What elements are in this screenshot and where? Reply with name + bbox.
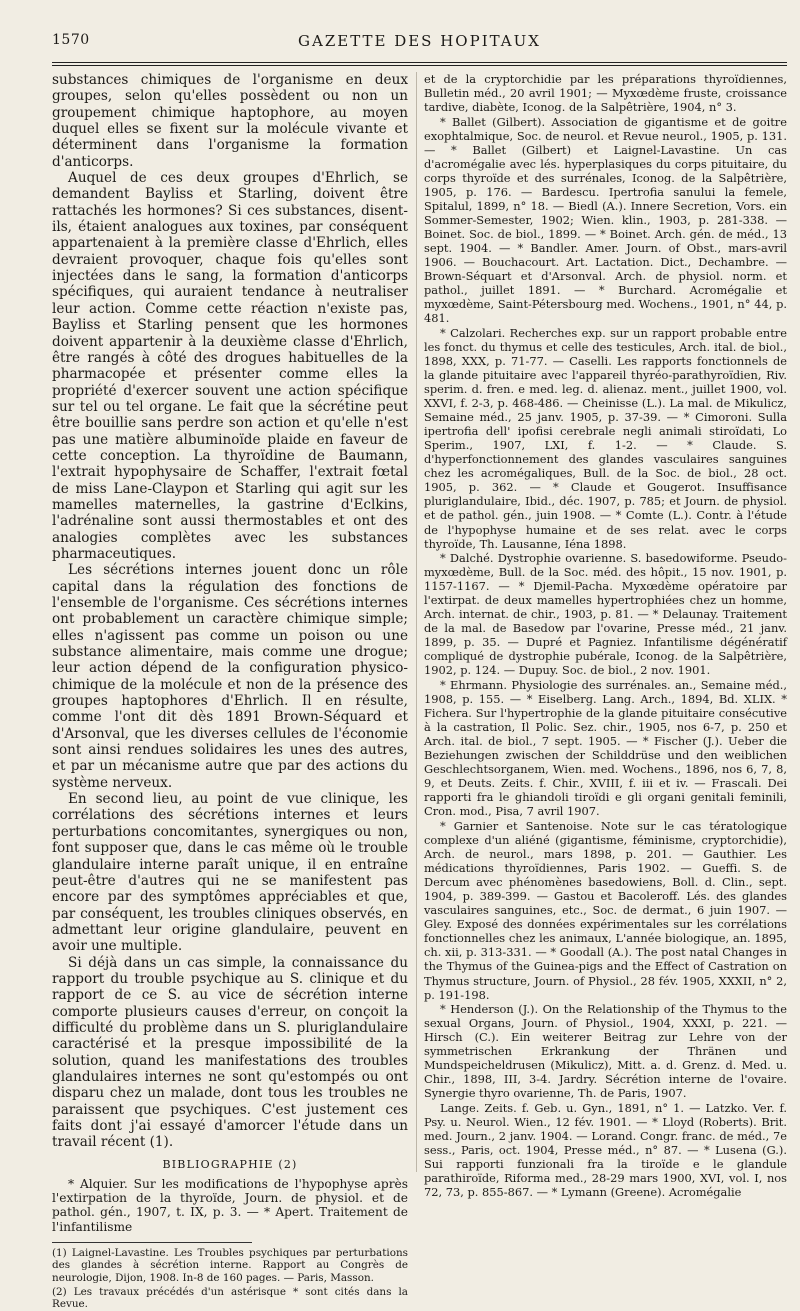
left-paragraph: substances chimiques de l'organisme en deux groupes, selon qu'elles possèdent ou non un groupement chimique haptophore, au moyen duquel elles se fixent sur la molécule vivante et déterminent dans l'organisme la formation d'anticorps.	[52, 72, 408, 170]
header-rule-bottom	[52, 65, 787, 66]
column-divider	[416, 72, 417, 1172]
footnote: (1) Laignel-Lavastine. Les Troubles psychiques par perturbations des glandes à sécrétion interne. Rapport au Congrès de neurologie, Dijon, 1908. In-8 de 160 pages. — Paris, Masson.	[52, 1246, 408, 1285]
bibliography-entry: * Garnier et Santenoise. Note sur le cas tératologique complexe d'un aliéné (gigantisme, féminisme, cryptorchidie), Arch. de neurol., mars 1898, p. 201. — Gauthier. Les médications thyroïdiennes, Paris 1902. — Gueffi. S. de Dercum avec phénomènes basedowiens, Boll. d. Clin., sept. 1904, p. 389-399. — Gastou et Bacoleroff. Lés. des glandes vasculaires sanguines, etc., Soc. de dermat., 6 juin 1907. — Gley. Exposé des données expérimentales sur les corrélations fonctionnelles chez les animaux, L'année biologique, an. 1895, ch. xii, p. 313-331. — * Goodall (A.). The post natal Changes in the Thymus of the Guinea-pigs and the Effect of Castration on Thymus structure, Journ. of Physiol., 28 fév. 1905, XXXII, n° 2, p. 191-198.	[424, 818, 787, 1002]
footnote: (2) Les travaux précédés d'un astérisque * sont cités dans la Revue.	[52, 1285, 408, 1311]
bibliography-entry: * Ballet (Gilbert). Association de gigantisme et de goitre exophtalmique, Soc. de neurol. et Revue neurol., 1905, p. 131. — * Ballet (Gilbert) et Laignel-Lavastine. Un cas d'acromégalie avec lés. hyperplasiques du corps pituitaire, du corps thyroïde et des surrénales, Iconog. de la Salpêtrière, 1905, p. 176. — Bardescu. Ipertrofia sanului la femele, Spitalul, 1899, n° 18. — Biedl (A.). Innere Secretion, Vors. ein Sommer-Semester, 1902; Wien. klin., 1903, p. 281-338. — Boinet. Soc. de biol., 1899. — * Boinet. Arch. gén. de méd., 13 sept. 1904. — * Bandler. Amer. Journ. of Obst., mars-avril 1906. — Bouchacourt. Art. Lactation. Dict., Dechambre. — Brown-Séquart et d'Arsonval. Arch. de physiol. norm. et pathol., juillet 1891. — * Burchard. Acromégalie et myxœdème, Saint-Pétersbourg med. Wochens., 1901, n° 44, p. 481.	[424, 114, 787, 326]
bibliography-entry: Lange. Zeits. f. Geb. u. Gyn., 1891, n° 1. — Latzko. Ver. f. Psy. u. Neurol. Wien., 12 fév. 1901. — * Lloyd (Roberts). Brit. med. Journ., 2 janv. 1904. — Lorand. Congr. franc. de méd., 7e sess., Paris, oct. 1904, Presse méd., n° 87. — * Lusena (G.). Sui rapporti funzionali fra la tiroïde e le glandule parathiroïde, Riforma med., 28-29 mars 1900, XVI, vol. I, nos 72, 73, p. 855-867. — * Lymann (Greene). Acromégalie	[424, 1100, 787, 1200]
left-column	[52, 72, 408, 1311]
left-paragraph: Auquel de ces deux groupes d'Ehrlich, se demandent Bayliss et Starling, doivent être rattachés les hormones? Si ces substances, disent-ils, étaient analogues aux toxines, par conséquent appartenaient à la première classe d'Ehrlich, elles devraient provoquer, chaque fois qu'elles sont injectées dans le sang, la formation d'anticorps spécifiques, qui auraient tendance à neutraliser leur action. Comme cette réaction n'existe pas, Bayliss et Starling pensent que les hormones doivent appartenir à la deuxième classe d'Ehrlich, être rangés à côté des drogues habituelles de la pharmacopée et présenter comme elles la propriété d'exercer souvent une action spécifique sur tel ou tel organe. Le fait que la sécrétine peut être bouillie sans perdre son action et qu'elle n'est pas une matière albuminoïde plaide en faveur de cette conception. La thyroïdine de Baumann, l'extrait hypophysaire de Schaffer, l'extrait fœtal de miss Lane-Claypon et Starling qui agit sur les mamelles maternelles, la gastrine d'Eclkins, l'adrénaline sont aussi thermostables et ont des analogies complètes avec les substances pharmaceutiques.	[52, 170, 408, 562]
bibliography-entry: * Ehrmann. Physiologie des surrénales. an., Semaine méd., 1908, p. 155. — * Eiselberg. Lang. Arch., 1894, Bd. XLIX. * Fichera. Sur l'hypertrophie de la glande pituitaire consécutive à la castration, Il Polic. Sez. chir., 1905, nos 6-7, p. 250 et Arch. ital. de biol., 7 sept. 1905. — * Fischer (J.). Ueber die Beziehungen zwischen der Schilddrüse und den weiblichen Geschlechtsorganem, Wien. med. Wochens., 1896, nos 6, 7, 8, 9, et Deuts. Zeits. f. Chir., XVIII, f. iii et iv. — Frascali. Dei rapporti fra le ghiandoli tiroïdi e gli organi genitali feminili, Cron. mod., Pisa, 7 avril 1907.	[424, 678, 787, 819]
journal-title: GAZETTE DES HOPITAUX	[298, 32, 541, 50]
header-rule-top	[52, 62, 787, 63]
bibliography-entry: * Henderson (J.). On the Relationship of the Thymus to the sexual Organs, Journ. of Physiol., 1904, XXXI, p. 221. — Hirsch (C.). Ein weiterer Beitrag zur Lehre von der symmetrischen Erkrankung der Thränen und Mundspeicheldrusen (Mikulicz), Mitt. a. d. Grenz. d. Med. u. Chir., 1898, III, 3-4. Jardry. Sécrétion interne de l'ovaire. Synergie thyro ovarienne, Th. de Paris, 1907.	[424, 1002, 787, 1101]
page-number: 1570	[52, 32, 90, 48]
bibliography-title: BIBLIOGRAPHIE (2)	[162, 1157, 298, 1171]
right-column	[424, 72, 787, 1200]
left-paragraph: En second lieu, au point de vue clinique, les corrélations des sécrétions internes et leurs perturbations concomitantes, synergiques ou non, font supposer que, dans le cas même où le trouble glandulaire interne paraît unique, il en entraîne peut-être d'autres qui ne se manifestent pas encore par des symptômes appréciables et que, par conséquent, les troubles cliniques observés, en admettant leur origine glandulaire, peuvent en avoir une multiple.	[52, 791, 408, 955]
bibliography-entry: * Alquier. Sur les modifications de l'hypophyse après l'extirpation de la thyroïde, Journ. de physiol. et de pathol. gén., 1907, t. IX, p. 3. — * Apert. Traitement de l'infantilisme	[52, 1177, 408, 1234]
left-paragraph: Les sécrétions internes jouent donc un rôle capital dans la régulation des fonctions de l'ensemble de l'organisme. Ces sécrétions internes ont probablement un caractère chimique simple; elles n'agissent pas comme un poison ou une substance alimentaire, mais comme une drogue; leur action dépend de la configuration physico-chimique de la molécule et non de la présence des groupes haptophores d'Ehrlich. Il en résulte, comme l'ont dit dès 1891 Brown-Séquard et d'Arsonval, que les diverses cellules de l'économie sont ainsi rendues solidaires les unes des autres, et par un mécanisme autre que par des actions du système nerveux.	[52, 562, 408, 791]
left-paragraph: Si déjà dans un cas simple, la connaissance du rapport du trouble psychique au S. clinique et du rapport de ce S. au vice de sécrétion interne comporte plusieurs causes d'erreur, on conçoit la difficulté du problème dans un S. pluriglandulaire caractérisé et la presque impossibilité de la solution, quand les manifestations des troubles glandulaires internes ne sont qu'estompés ou ont disparu chez un malade, dont tous les troubles ne paraissent que psychiques. C'est justement ces faits dont j'ai essayé d'amorcer l'étude dans un travail récent (1).	[52, 954, 408, 1151]
bibliography-entry: et de la cryptorchidie par les préparations thyroïdiennes, Bulletin méd., 20 avril 1901; — Myxœdème fruste, croissance tardive, diabète, Iconog. de la Salpêtrière, 1904, n° 3.	[424, 72, 787, 115]
bibliography-entry: * Dalché. Dystrophie ovarienne. S. basedowiforme. Pseudo-myxœdème, Bull. de la Soc. méd. des hôpit., 15 nov. 1901, p. 1157-1167. — * Djemil-Pacha. Myxœdème opératoire par l'extirpat. de deux mamelles hypertrophiées chez un homme, Arch. internat. de chir., 1903, p. 81. — * Delaunay. Traitement de la mal. de Basedow par l'ovarine, Presse méd., 21 janv. 1899, p. 35. — Dupré et Pagniez. Infantilisme dégénératif compliqué de dystrophie pubérale, Iconog. de la Salpêtrière, 1902, p. 124. — Dupuy. Soc. de biol., 2 nov. 1901.	[424, 551, 787, 678]
bibliography-entry: * Calzolari. Recherches exp. sur un rapport probable entre les fonct. du thymus et celle des testicules, Arch. ital. de biol., 1898, XXX, p. 71-77. — Caselli. Les rapports fonctionnels de la glande pituitaire avec l'appareil thyréo-parathyroïdien, Riv. sperim. d. fren. e med. leg. d. alienaz. ment., juillet 1900, vol. XXVI, f. 2-3, p. 468-486. — Cheinisse (L.). La mal. de Mikulicz, Semaine méd., 25 janv. 1905, p. 37-39. — * Cimoroni. Sulla ipertrofia dell' ipofisi cerebrale negli animali stiroïdati, Lo Sperim., 1907, LXI, f. 1-2. — * Claude. S. d'hyperfonctionnement des glandes vasculaires sanguines chez les acromégaliques, Bull. de la Soc. de biol., 28 oct. 1905, p. 362. — * Claude et Gougerot. Insuffisance pluriglandulaire, Ibid., déc. 1907, p. 785; et Journ. de physiol. et de pathol. gén., juin 1908. — * Comte (L.). Contr. à l'étude de l'hypophyse humaine et de ses relat. avec le corps thyroïde, Th. Lausanne, Iéna 1898.	[424, 325, 787, 551]
page-header	[52, 30, 787, 56]
